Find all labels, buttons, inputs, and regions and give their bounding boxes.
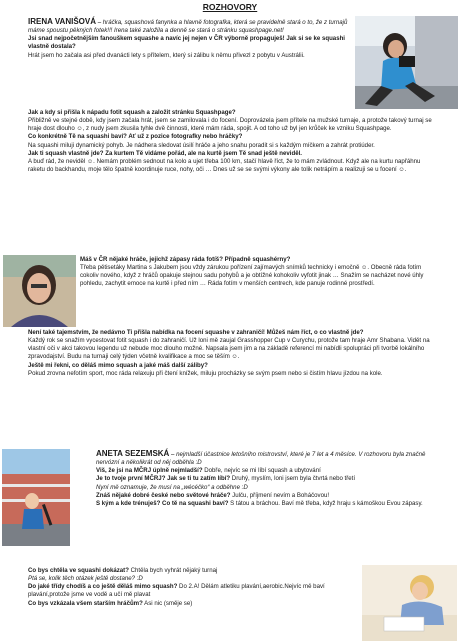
aneta-q3: Nyní mě oznamuje, že musí na „wécéčko“ a odběhne :D — [96, 483, 248, 491]
aneta-q9: Co bys vzkázala všem starším hráčům? — [28, 599, 143, 607]
irena-q7: Ještě mi řekni, co děláš mimo squash a jaké máš další záliby? — [28, 361, 208, 369]
aneta-a2: Druhý, myslím, loni jsem byla čtvrtá nebo třetí — [230, 475, 356, 483]
aneta-q2: Je to tvoje první MČRJ? Jak se ti tu zatím líbí? — [96, 475, 231, 483]
irena-q3: Co konkrétně Tě na squashi baví? Ať už z pozice fotografky nebo hráčky? — [28, 133, 243, 141]
irena-a5: Třeba pětisetáky Martina s Jakubem jsou vždy zárukou pořízení zajímavých snímků technicky i emočně ☺. Obecně ráda fotím cokoliv nového, když z hráčů opakuje stejnou sadu pohybů a je obtížné kohokoliv vyfotit jinak … Snažím se nacházet nové úhly pohledu, zachytit emoce na kurtě i před ním … Ráda fotím v menších centrech, kde panuje rodinné prostředí. — [80, 264, 424, 288]
irena-main-block — [28, 109, 436, 174]
irena-q5: Máš v ČR nějaké hráče, jejichž zápasy ráda fotíš? Případně squashérny? — [80, 256, 291, 263]
irena-q6: Není také tajemstvím, že nedávno Ti přišla nabídka na focení squashe v zahraničí! Můžeš nám říct, o co vlastně jde? — [28, 329, 364, 336]
aneta-a1: Dobře, nejvíc se mi líbí squash a ubytování — [202, 467, 321, 475]
irena-q2: Jak a kdy si přišla k nápadu fotit squash a založit stránku Squashpage? — [28, 109, 236, 116]
aneta-q4: Znáš nějaké dobré české nebo světové hráče? — [96, 491, 231, 499]
irena-intro: – hráčka, squashová fanynka a hlavně fotografka, která se pravidelně stará o to, že z turnajů máme spoustu pěkných fotek!!! Irena také založila a denně se stará o stránku squashpage.net! — [28, 19, 348, 35]
aneta-photo-2 — [362, 565, 457, 641]
irena-a7: Pokud zrovna nefotím sport, moc ráda relaxuju při čtení knížek, miluju procházky se svým psem nebo si čistím hlavu jízdou na kole. — [28, 369, 383, 377]
aneta-q5: S kým a kde trénuješ? Co tě na squashi baví? — [96, 499, 229, 507]
aneta-q6: Co bys chtěla ve squashi dokázat? — [28, 567, 129, 574]
aneta-end-block — [28, 567, 358, 608]
irena-a4: A buď rád, že neviděl ☺. Nemám problém sednout na kolo a ujet třeba 100 km, stačí hlavě říct, že to mám zvládnout. Když ale na kurtu napřáhnu raketu do backhandu, moje tělo špatně koordinuje ruce, nohy, oči … Dnes už se se svými výkony ale tolik netrápím a realizuji se u focení ☺. — [28, 157, 421, 174]
aneta-photo — [2, 449, 70, 546]
irena-intro-block — [28, 18, 353, 60]
aneta-a4: Julču, příjmení nevím a Boháčovou! — [230, 491, 330, 499]
aneta-q8: Do jaké třídy chodíš a co ještě děláš mimo squash? — [28, 583, 178, 591]
irena-a2: Přibližně ve stejné době, kdy jsem začala hrát, jsem se zamilovala i do focení. Doprovázela jsem přítele na mužské turnaje, a protože takový turnaj se hraje dost dlouho ☺, z nudy jsem zkusila tyhle dvě činnosti, které mám ráda, spojit. A od toho už byl jen krůček ke vzniku Squashpage. — [28, 117, 432, 133]
aneta-name: ANETA SEZEMSKÁ — [96, 449, 170, 458]
irena-photo — [355, 16, 458, 109]
aneta-intro-block — [96, 450, 440, 508]
aneta-a9: Asi nic (směje se) — [142, 599, 193, 607]
aneta-a8: Do 2.A! Dělám atletiku plavání,aerobic.Nejvíc mě baví plavání,protože jsme ve vodě a učí mě plavat — [28, 583, 325, 599]
aneta-q7: Ptá se, kolik těch otázek ještě dostane? :D — [28, 575, 143, 583]
irena-q4: Jak ti squash vlastně jde? Za kurtem Tě vidáme pořád, ale na kurtě jsem Tě snad ještě neviděl. — [28, 149, 302, 157]
irena-portrait — [3, 255, 76, 327]
irena-a3: Na squashi miluji dynamický pohyb. Je nádhera sledovat úsilí hráče a jeho snahu poradit si s každým míčkem a zahrát protiúder. — [28, 141, 375, 149]
page-title: ROZHOVORY — [202, 2, 258, 12]
aneta-a5: S tátou a bráchou. Baví mě třeba, když hraju s kámoškou Evou zápasy. — [228, 499, 423, 507]
aneta-a6: Chtěla bych vyhrát nějaký turnaj — [128, 567, 218, 574]
irena-side-block — [80, 256, 436, 289]
irena-a6: Každý rok se snažím vycestovat fotit squash i do zahraničí. Už loni mě zaujal Grasshopper Cup v Curychu, protože tam hraje Amr Shabana. Vidět na vlastní oči v akci takovou legendu už nebude moc dlouho možné. Napsala jsem jim a na základě referencí mi nabídli spolupráci při tvorbě lokálního zpravodajství. Budu na turnaji celý týden včetně kvalifikace a moc se těším ☺. — [28, 337, 430, 361]
aneta-intro: – nejmladší účastnice letošního mistrovství, které je 7 let a 4 měsíce. V rozhovoru byla značně nervózní a několikrát od něj odběhla :D — [96, 451, 426, 467]
irena-end-block — [28, 329, 436, 378]
aneta-q1: Viš, že jsi na MČRJ úplně nejmladší? — [96, 467, 203, 475]
irena-a1: Hrát jsem ho začala asi před dvanácti lety s přítelem, který si zálibu k němu přivezl z pobytu v Austrálii. — [28, 51, 305, 59]
irena-q1: Jsi snad nejpočetnějším fanouškem squashe a navíc jej nejen v ČR výborně propaguješ! Jak si se ke squashi vlastně dostala? — [28, 35, 345, 51]
irena-name: IRENA VANIŠOVÁ — [28, 17, 97, 26]
